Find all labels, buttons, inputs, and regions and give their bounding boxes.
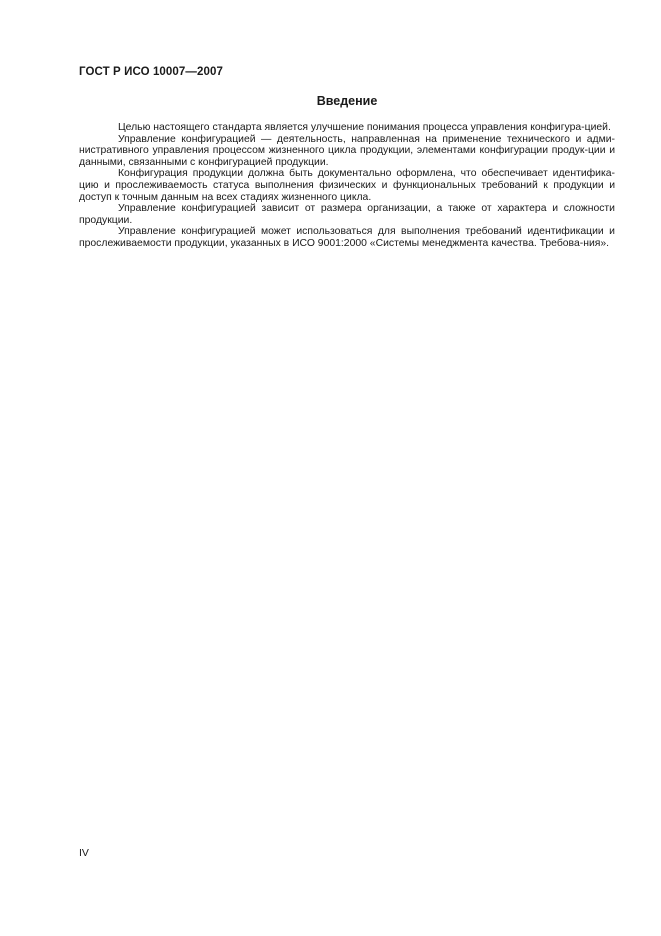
paragraph-definition: Управление конфигурацией — деятельность, направленная на применение технического и адми-нистративного управления процессом жизненного цикла продукции, элементами конфигурации продук-ции и данными, связанными с конфигурацией продукции. xyxy=(79,133,615,168)
body-text xyxy=(79,122,615,250)
section-title: Введение xyxy=(316,94,378,108)
document-header: ГОСТ Р ИСО 10007—2007 xyxy=(79,66,224,78)
paragraph-iso-9001: Управление конфигурацией может использоваться для выполнения требований идентификации и прослеживаемости продукции, указанных в ИСО 9001:2000 «Системы менеджмента качества. Требова-ния». xyxy=(79,226,615,249)
paragraph-dependency: Управление конфигурацией зависит от размера организации, а также от характера и сложности продукции. xyxy=(79,203,615,226)
page-number: IV xyxy=(79,847,89,859)
paragraph-purpose: Целью настоящего стандарта является улучшение понимания процесса управления конфигура-цией. xyxy=(118,122,611,133)
paragraph-documentation: Конфигурация продукции должна быть документально оформлена, что обеспечивает идентифика-цию и прослеживаемость статуса выполнения физических и функциональных требований к продукции и доступ к точным данным на всех стадиях жизненного цикла. xyxy=(79,168,615,203)
